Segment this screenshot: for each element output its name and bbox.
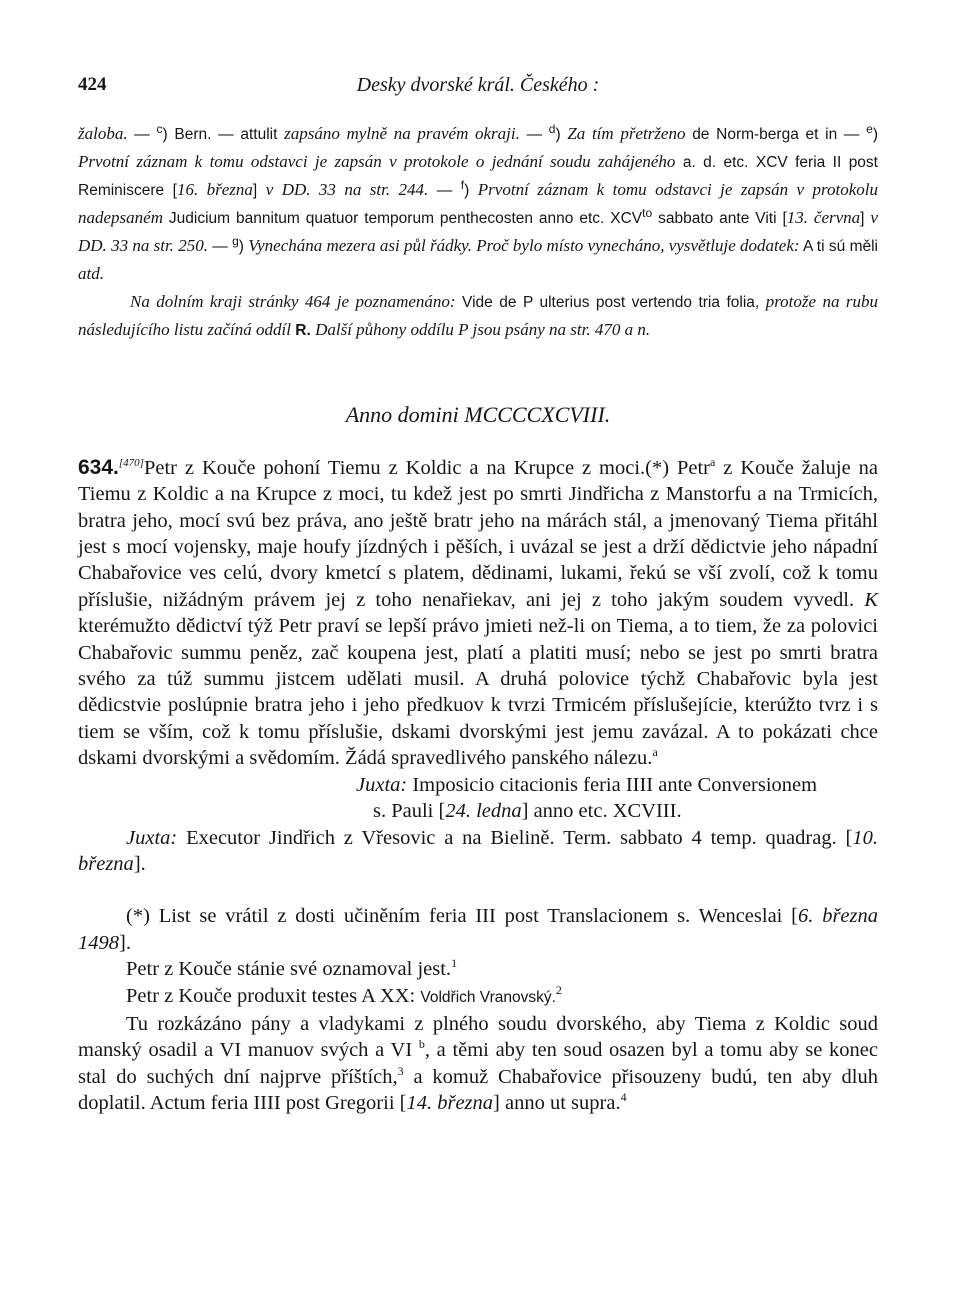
running-title: Desky dvorské král. Českého :: [356, 74, 600, 96]
entry-634: [78, 450, 878, 1117]
juxta-line: s. Pauli [24. ledna] anno etc. XCVIII.: [373, 800, 682, 823]
footnote: Petr z Kouče produxit testes A XX: Voldřich Vranovský.$^2$: [126, 982, 562, 1007]
page-number: 424: [78, 74, 107, 95]
entry-text: 634.[470]Petr z Kouče pohoní Tiemu z Koldic a na Krupce z moci.(*) Petr$^a$ z Kouče žaluje na Tiemu z Koldic a na Krupce z moci, tu kdež jest po smrti Jindřicha z Manstorfu a na Trmicích, bratra jeho, mocí svú bez práva, ano ještě bratr jeho na márách stál, a jmenovaný Tiema přitáhl jest s mocí vojensky, maje houfy jízdných i pěších, i uvázal se jest a drží dědictvie jeho nápadní Chabařovice ves celú, dvory kmetcí s platem, dědinami, lukami, řekú se vší zvolí, což k tomu příslušie, nižádným právem jej z toho nenařiekav, ani jej z toho jakým soudem vyvedl. K kterémužto dědictví týž Petr praví se lepší právo jmieti než-li on Tiema, a to tiem, že za polovici Chabařovic summu peněz, zač koupena jest, platí a platiti musí; nebo se jest po smrti bratra svého za túž summu jistcem udělati musil. A druhá polovice týchž Chabařovic byla jest dědicstvie poslúpnie bratra jeho i jeho předkuov k tvrzi Trmicém příslušejície, kterúžto tvrz i s tiem se vším, což k tomu příslušie, dskami dvorskými jest jemu zavázal. A to pokázati chce dskami dvorskými a svědomím. Žádá spravedlivého panského nálezu.$^a$: [78, 455, 878, 770]
juxta-line: Juxta: Imposicio citacionis feria IIII ante Conversionem: [356, 773, 818, 796]
entry-number: 634.: [78, 455, 119, 479]
footnote: Tu rozkázáno pány a vladykami z plného soudu dvorského, aby Tiema z Koldic soud manský osadil a VI manuov svých a VI $^b$, a těmi aby ten soud osazen byl a tomu aby se konec stal do suchých dní najprve příštích,$^3$ a komuž Chabařovice přisouzeny budú, ten aby dluh doplatil. Actum feria IIII post Gregorii [14. března] anno ut supra.$^4$: [78, 1012, 878, 1115]
juxta-line: Juxta: Executor Jindřich z Vřesovic a na Bielině. Term. sabbato 4 temp. quadrag. [10. března].: [78, 826, 878, 875]
editorial-notes: [78, 120, 878, 344]
year-heading: Anno domini MCCCCXCVIII.: [345, 402, 611, 427]
note-paragraph: žaloba. — $^c$) Bern. — attulit zapsáno mylně na pravém okraji. — $^d$) Za tím přetrženo de Norm-berga et in — $^e$) Prvotní záznam k tomu odstavci je zapsán v protokole o jednání soudu zahájeného a. d. etc. XCV feria II post Reminiscere [16. března] v DD. 33 na str. 244. — $^f$) Prvotní záznam k tomu odstavci je zapsán v protokolu nadepsaném Judicium bannitum quatuor temporum penthecosten anno etc. $XCV^{to}$ sabbato ante Viti [13. června] v DD. 33 na str. 250. — $^g$) Vynechána mezera asi půl řádky. Proč bylo místo vynecháno, vysvětluje dodatek: A ti sú měli atd.: [78, 121, 878, 283]
folio-reference: [470]: [118, 457, 144, 469]
footnote: Petr z Kouče stánie své oznamoval jest.$^1$: [126, 956, 458, 981]
footnote: (*) List se vrátil z dosti učiněním feria III post Translacionem s. Wenceslai [6. března 1498].: [78, 905, 878, 954]
note-paragraph: Na dolním kraji stránky 464 je poznamenáno: Vide de P ulterius post vertendo tria folia, protože na rubu následujícího listu začíná oddíl R. Další půhony oddílu P jsou psány na str. 470 a n.: [78, 292, 878, 339]
